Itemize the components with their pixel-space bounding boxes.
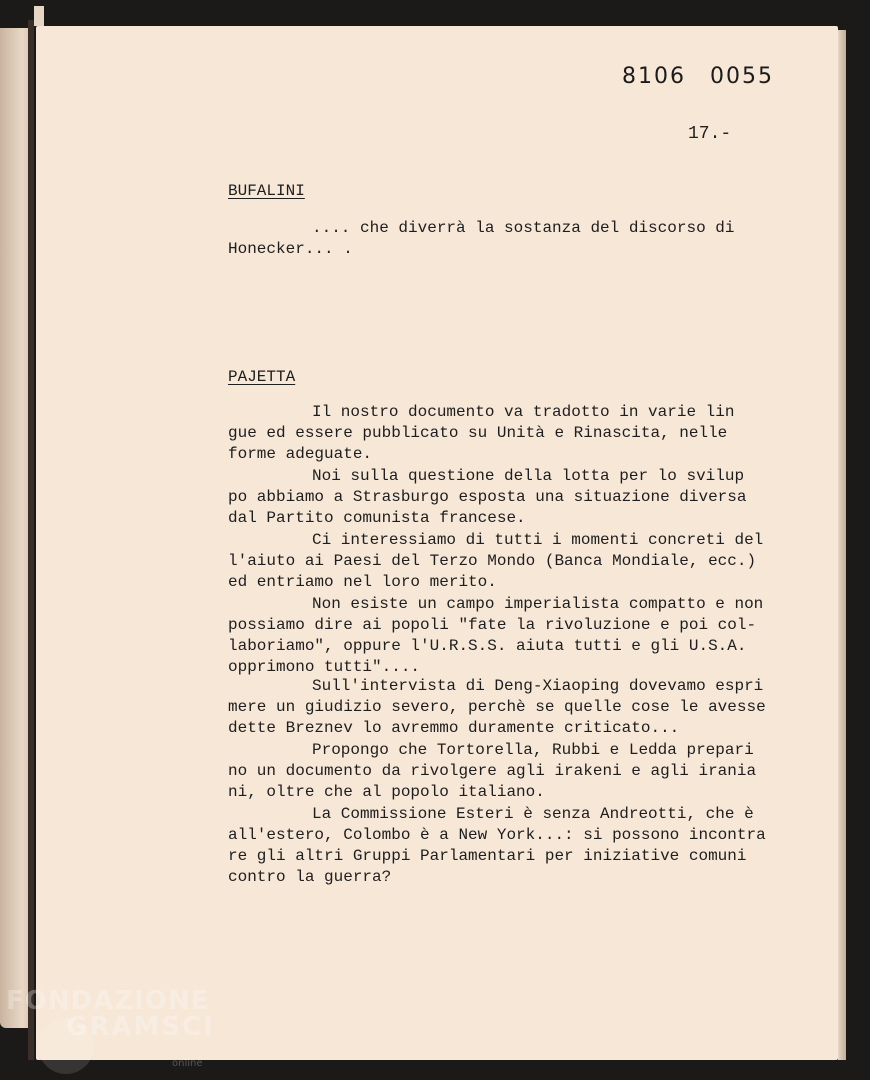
paragraph: Noi sulla questione della lotta per lo svilup po abbiamo a Strasburgo esposta una situazione diversa dal Partito comunista francese. <box>228 467 747 527</box>
paragraph: Non esiste un campo imperialista compatto e non possiamo dire ai popoli "fate la rivoluzione e poi col- laboriamo", oppure l'U.R.S.S. aiuta tutti e gli U.S.A. opprimono tutti".... <box>228 595 764 676</box>
paragraph: Ci interessiamo di tutti i momenti concreti del l'aiuto ai Paesi del Terzo Mondo (Banca Mondiale, ecc.) ed entriamo nel loro merito. <box>228 531 764 591</box>
serial-left: 8106 <box>622 64 686 89</box>
right-page-edge <box>838 30 846 1060</box>
watermark-logo <box>6 986 215 1042</box>
paragraph: .... che diverrà la sostanza del discorso di Honecker... . <box>228 219 735 258</box>
paragraph: Sull'intervista di Deng-Xiaoping dovevamo espri mere un giudizio severo, perchè se quelle cose le avesse dette Breznev lo avremmo duramente criticato... <box>228 677 766 737</box>
paragraph: Il nostro documento va tradotto in varie lin gue ed essere pubblicato su Unità e Rinascita, nelle forme adeguate. <box>228 403 735 463</box>
page-number: 17.- <box>688 124 732 144</box>
binder-tab <box>34 6 44 26</box>
watermark-line1: FONDAZIONE <box>6 986 210 1016</box>
speaker-pajetta: PAJETTA <box>228 368 296 386</box>
paragraph: La Commissione Esteri è senza Andreotti, che è all'estero, Colombo è a New York...: si possono incontra re gli altri Gruppi Parlamentari per iniziative comuni contro la guerra? <box>228 805 766 886</box>
serial-right: 0055 <box>710 64 774 89</box>
binder-spine <box>28 20 34 1060</box>
document-serial <box>622 64 774 89</box>
speaker-bufalini: BUFALINI <box>228 182 305 200</box>
paragraph: Propongo che Tortorella, Rubbi e Ledda prepari no un documento da rivolgere agli irakeni e agli irania ni, oltre che al popolo italiano. <box>228 741 757 801</box>
watermark-online: online <box>172 1058 203 1069</box>
watermark-line2: GRAMSCI <box>66 1012 215 1042</box>
